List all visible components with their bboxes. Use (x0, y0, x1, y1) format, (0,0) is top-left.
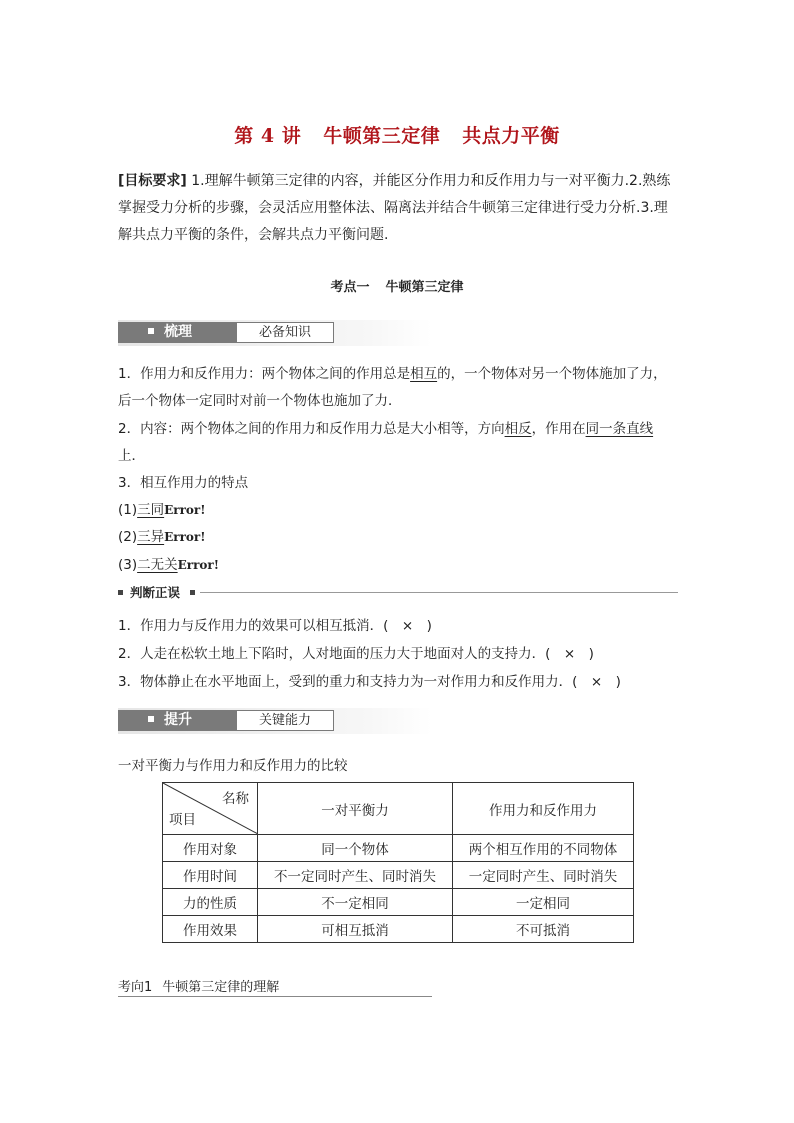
corner-top-label: 名称 (222, 791, 249, 807)
section-label: 考点一 (330, 280, 370, 295)
table-row (163, 835, 634, 862)
table-cell: 一定相同 (453, 889, 634, 916)
exam-direction-heading (118, 976, 279, 995)
corner-bottom-label: 项目 (169, 812, 196, 828)
column-header: 作用力和反作用力 (453, 783, 634, 835)
banner-review-light: 必备知识 (236, 322, 334, 343)
table-corner-cell (163, 783, 258, 835)
banner-improve-dark: 提升 (118, 710, 236, 731)
exam-direction-label: 考向1 (118, 980, 153, 995)
banner-review (118, 320, 432, 346)
table-cell: 不可抵消 (453, 916, 634, 943)
table-cell: 两个相互作用的不同物体 (453, 835, 634, 862)
banner-improve-light: 关键能力 (236, 710, 334, 731)
item-2-line-2: 上． (118, 448, 145, 464)
judge-heading-row (118, 584, 678, 602)
table-cell: 不一定同时产生、同时消失 (258, 862, 453, 889)
row-label: 力的性质 (163, 889, 258, 916)
column-header: 一对平衡力 (258, 783, 453, 835)
goal-label: [目标要求] (118, 173, 187, 189)
exam-direction-name: 牛顿第三定律的理解 (162, 980, 280, 995)
comparison-title: 一对平衡力与作用力和反作用力的比较 (118, 758, 348, 774)
divider (118, 996, 432, 997)
banner-improve (118, 708, 432, 734)
lecture-number: 第 4 讲 (234, 125, 302, 147)
row-label: 作用效果 (163, 916, 258, 943)
item-1-line-2: 后一个物体一定同时对前一个物体也施加了力． (118, 393, 402, 409)
banner-review-dark: 梳理 (118, 322, 236, 343)
blank-answer: 相反 (504, 421, 532, 437)
lecture-topic-2: 共点力平衡 (462, 125, 560, 147)
comparison-table (162, 782, 634, 943)
goal-text: 1.理解牛顿第三定律的内容，并能区分作用力和反作用力与一对平衡力.2.熟练掌握受力分析的步骤，会灵活应用整体法、隔离法并结合牛顿第三定律进行受力分析.3.理解共点力平衡的条件，会解共点力平衡问题. (118, 173, 671, 243)
item-1-line-1: 1．作用力和反作用力：两个物体之间的作用总是相互的，一个物体对另一个物体施加了力， (118, 366, 667, 382)
section-name: 牛顿第三定律 (385, 280, 464, 295)
page-title (0, 121, 794, 148)
judge-q2: 2．人走在松软土地上下陷时，人对地面的压力大于地面对人的支持力．( × ) (118, 646, 594, 662)
judge-heading: 判断正误 (130, 585, 181, 600)
table-row (163, 862, 634, 889)
blank-answer: 同一条直线 (585, 421, 654, 437)
square-bullet-icon (148, 716, 154, 722)
square-bullet-icon (148, 328, 154, 334)
table-cell: 一定同时产生、同时消失 (453, 862, 634, 889)
table-cell: 不一定相同 (258, 889, 453, 916)
square-bullet-icon (190, 590, 195, 595)
judge-q3: 3．物体静止在水平地面上，受到的重力和支持力为一对作用力和反作用力．( × ) (118, 674, 621, 690)
divider (200, 592, 678, 593)
square-bullet-icon (118, 590, 123, 595)
blank-answer: 相互 (410, 366, 438, 382)
sub-item-2: (2)三异Error! (118, 529, 206, 545)
lecture-topic-1: 牛顿第三定律 (323, 125, 441, 147)
sub-item-3: (3)二无关Error! (118, 557, 220, 573)
table-row (163, 889, 634, 916)
row-label: 作用对象 (163, 835, 258, 862)
item-2-line-1: 2．内容：两个物体之间的作用力和反作用力总是大小相等，方向相反，作用在同一条直线 (118, 421, 654, 437)
judge-q1: 1．作用力与反作用力的效果可以相互抵消．( × ) (118, 618, 432, 634)
table-cell: 同一个物体 (258, 835, 453, 862)
table-header-row (163, 783, 634, 835)
row-label: 作用时间 (163, 862, 258, 889)
goal-requirements (118, 168, 678, 249)
sub-item-1: (1)三同Error! (118, 502, 206, 518)
table-row (163, 916, 634, 943)
item-3: 3．相互作用力的特点 (118, 475, 249, 491)
table-cell: 可相互抵消 (258, 916, 453, 943)
section-heading (0, 276, 794, 295)
